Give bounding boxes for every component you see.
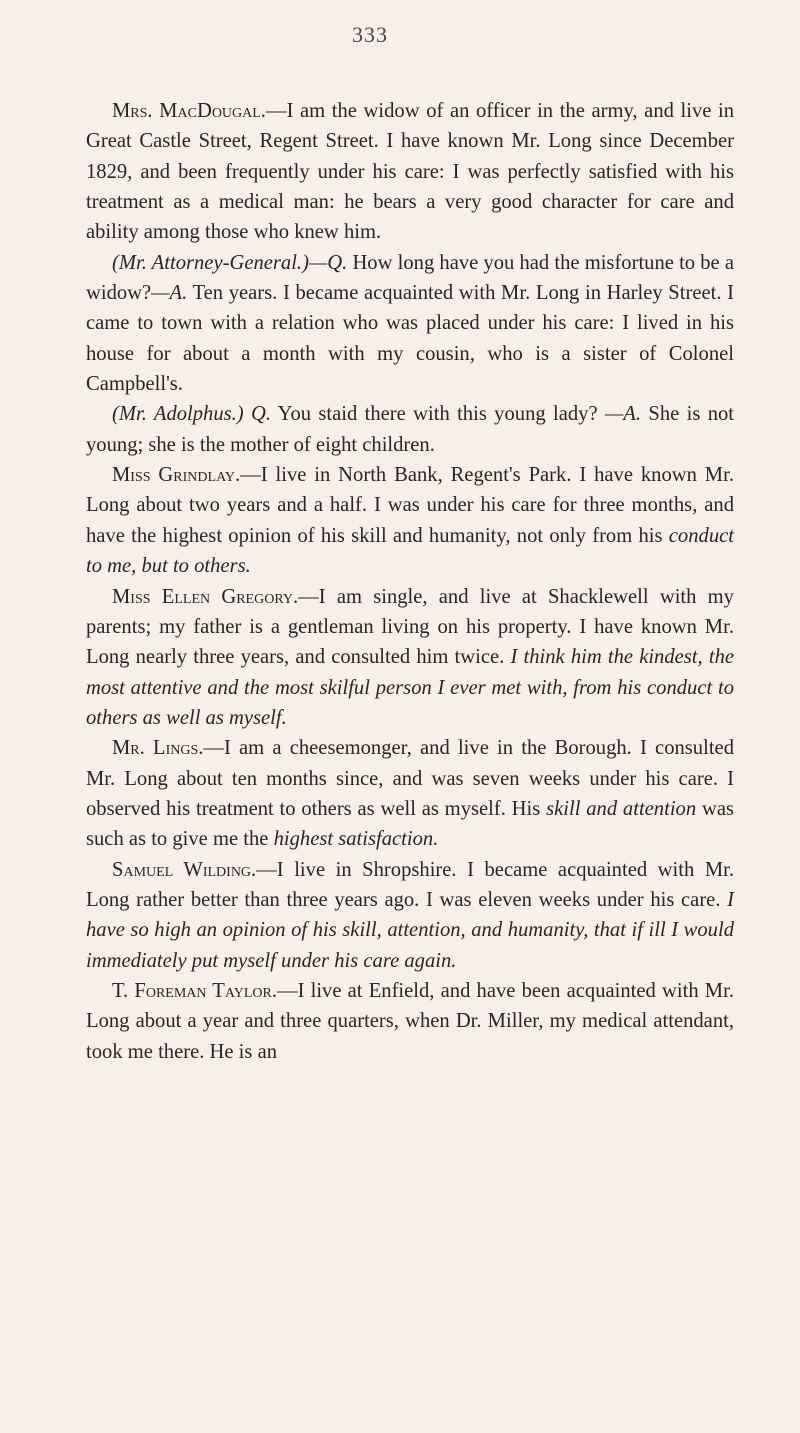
answer-label: —A.	[151, 282, 188, 305]
testimony-text: was such as to give me the	[86, 797, 734, 851]
testimony-paragraph	[86, 976, 734, 1067]
testimony-paragraph	[86, 855, 734, 976]
speaker-name: Mrs. MacDougal.	[112, 100, 266, 122]
testimony-paragraph	[86, 582, 734, 734]
page-body	[86, 96, 734, 1067]
examination-paragraph	[86, 248, 734, 400]
testimony-emphasis: skill and attention	[546, 797, 697, 820]
testimony-paragraph	[86, 460, 734, 581]
testimony-emphasis: conduct to me, but to others.	[86, 524, 734, 578]
answer-label: —A.	[604, 403, 642, 426]
testimony-text: —I live in North Bank, Regent's Park. I have known Mr. Long about two years and a half. I was under his care for three months, and have the highest opinion of his skill and humanity, not only from his	[86, 464, 734, 547]
testimony-emphasis: highest satisfaction.	[273, 828, 439, 851]
answer-text: She is not young; she is the mother of eight children.	[86, 403, 735, 456]
question-label: Q.	[251, 403, 272, 426]
speaker-name: Mr. Lings.	[112, 737, 204, 760]
speaker-name: Samuel Wilding.	[112, 858, 257, 881]
question-text: You staid there with this young lady?	[271, 403, 598, 426]
speaker-name: Miss Ellen Gregory.	[112, 585, 299, 608]
examiner-name: (Mr. Attorney-General.)	[112, 251, 309, 274]
testimony-emphasis: I have so high an opinion of his skill, attention, and humanity, that if ill I would immediately put myself under his care again.	[86, 888, 734, 972]
examination-paragraph	[86, 399, 734, 460]
testimony-text: —I am single, and live at Shacklewell with my parents; my father is a gentleman living on his property. I have known Mr. Long nearly three years, and consulted him twice.	[86, 585, 734, 669]
testimony-emphasis: I think him the kindest, the most attentive and the most skilful person I ever met with, from his conduct to others as well as myself.	[86, 646, 735, 729]
examiner-name: (Mr. Adolphus.)	[112, 403, 244, 426]
testimony-text: —I live at Enfield, and have been acquainted with Mr. Long about a year and three quarters, when Dr. Miller, my medical attendant, took me there. He is an	[86, 979, 734, 1063]
speaker-name: T. Foreman Taylor.	[112, 979, 277, 1002]
testimony-text: —I live in Shropshire. I became acquainted with Mr. Long rather better than three years ago. I was eleven weeks under his care.	[86, 858, 735, 911]
testimony-text: —I am the widow of an officer in the army, and live in Great Castle Street, Regent Street. I have known Mr. Long since December 1829, and been frequently under his care: I was perfectly satisfied with his treatment as a medical man: he bears a very good character for care and ability among those who knew him.	[86, 100, 735, 244]
testimony-text: —I am a cheesemonger, and live in the Borough. I consulted Mr. Long about ten months since, and was seven weeks under his care. I observed his treatment to others as well as myself. His	[86, 737, 734, 820]
answer-text: Ten years. I became acquainted with Mr. Long in Harley Street. I came to town with a relation who was placed under his care: I lived in his house for about a month with my cousin, who is a sister of Colonel Campbell's.	[86, 282, 734, 396]
speaker-name: Miss Grindlay.	[112, 464, 241, 487]
page-number: 333	[352, 22, 388, 47]
question-text: How long have you had the misfortune to be a widow?	[86, 251, 734, 305]
question-label: —Q.	[308, 251, 348, 274]
testimony-paragraph	[86, 96, 734, 248]
testimony-paragraph	[86, 733, 734, 854]
